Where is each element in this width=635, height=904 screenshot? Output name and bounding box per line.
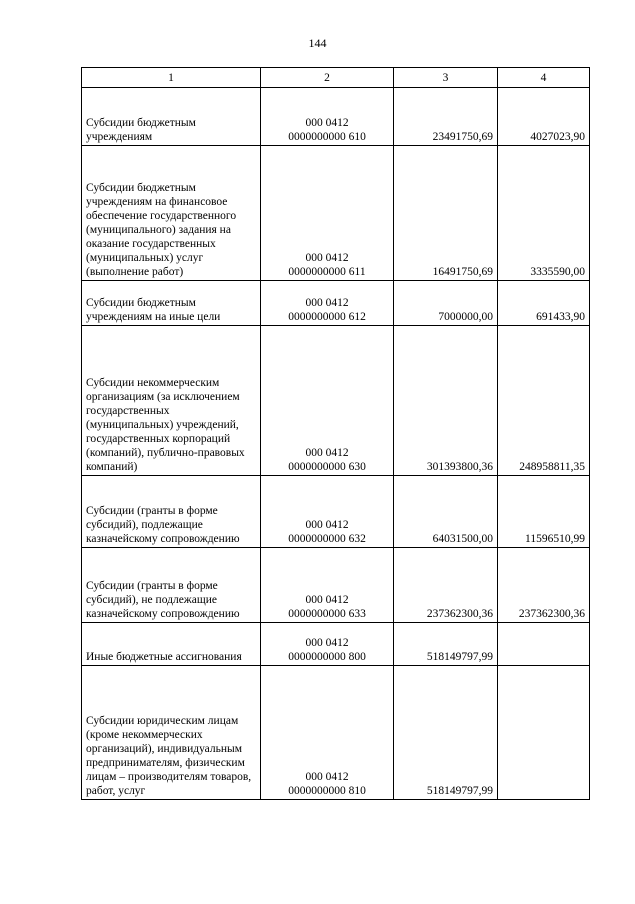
row-code <box>261 666 394 800</box>
row-value-4: 11596510,99 <box>498 476 590 548</box>
row-name: Субсидии бюджетным учреждениям на финансовое обеспечение государственного (муниципального) задания на оказание государственных (муниципальных) услуг (выполнение работ) <box>82 146 261 281</box>
code-line-1: 000 0412 <box>305 447 349 459</box>
row-name: Субсидии (гранты в форме субсидий), подлежащие казначейскому сопровождению <box>82 476 261 548</box>
code-line-1: 000 0412 <box>305 117 349 129</box>
row-value-3: 518149797,99 <box>394 623 498 666</box>
code-line-2: 0000000000 630 <box>288 461 366 473</box>
row-name: Иные бюджетные ассигнования <box>82 623 261 666</box>
code-line-1: 000 0412 <box>305 252 349 264</box>
row-value-3: 64031500,00 <box>394 476 498 548</box>
row-name: Субсидии бюджетным учреждениям <box>82 88 261 146</box>
column-header-3: 3 <box>394 68 498 88</box>
row-value-4 <box>498 623 590 666</box>
column-header-1: 1 <box>82 68 261 88</box>
code-line-2: 0000000000 611 <box>288 266 366 278</box>
row-value-3: 7000000,00 <box>394 281 498 326</box>
code-line-1: 000 0412 <box>305 771 349 783</box>
row-value-4: 4027023,90 <box>498 88 590 146</box>
row-value-4: 3335590,00 <box>498 146 590 281</box>
table-row <box>82 548 590 623</box>
row-value-4: 237362300,36 <box>498 548 590 623</box>
row-value-4 <box>498 666 590 800</box>
row-value-3: 301393800,36 <box>394 326 498 476</box>
row-value-3: 16491750,69 <box>394 146 498 281</box>
row-code <box>261 281 394 326</box>
table-row <box>82 88 590 146</box>
code-line-2: 0000000000 610 <box>288 131 366 143</box>
table-row <box>82 146 590 281</box>
column-header-4: 4 <box>498 68 590 88</box>
code-line-1: 000 0412 <box>305 297 349 309</box>
row-value-3: 518149797,99 <box>394 666 498 800</box>
column-header-2: 2 <box>261 68 394 88</box>
row-code <box>261 548 394 623</box>
code-line-1: 000 0412 <box>305 637 349 649</box>
row-value-3: 23491750,69 <box>394 88 498 146</box>
row-code <box>261 146 394 281</box>
row-code <box>261 623 394 666</box>
budget-table <box>81 67 590 800</box>
table-row <box>82 476 590 548</box>
row-name: Субсидии юридическим лицам (кроме некоммерческих организаций), индивидуальным предпринимателям, физическим лицам – производителям товаров, работ, услуг <box>82 666 261 800</box>
table-row <box>82 326 590 476</box>
row-value-4: 248958811,35 <box>498 326 590 476</box>
row-value-4: 691433,90 <box>498 281 590 326</box>
table-row <box>82 281 590 326</box>
row-name: Субсидии бюджетным учреждениям на иные цели <box>82 281 261 326</box>
row-code <box>261 88 394 146</box>
table-row <box>82 623 590 666</box>
table-row <box>82 666 590 800</box>
code-line-1: 000 0412 <box>305 519 349 531</box>
code-line-2: 0000000000 800 <box>288 651 366 663</box>
code-line-2: 0000000000 632 <box>288 533 366 545</box>
page-number: 144 <box>308 36 327 50</box>
code-line-1: 000 0412 <box>305 594 349 606</box>
row-name: Субсидии некоммерческим организациям (за исключением государственных (муниципальных) учреждений, государственных корпораций (компаний), публично-правовых компаний) <box>82 326 261 476</box>
row-code <box>261 326 394 476</box>
code-line-2: 0000000000 612 <box>288 311 366 323</box>
row-value-3: 237362300,36 <box>394 548 498 623</box>
row-name: Субсидии (гранты в форме субсидий), не подлежащие казначейскому сопровождению <box>82 548 261 623</box>
code-line-2: 0000000000 810 <box>288 785 366 797</box>
row-code <box>261 476 394 548</box>
code-line-2: 0000000000 633 <box>288 608 366 620</box>
header-row <box>82 68 590 88</box>
